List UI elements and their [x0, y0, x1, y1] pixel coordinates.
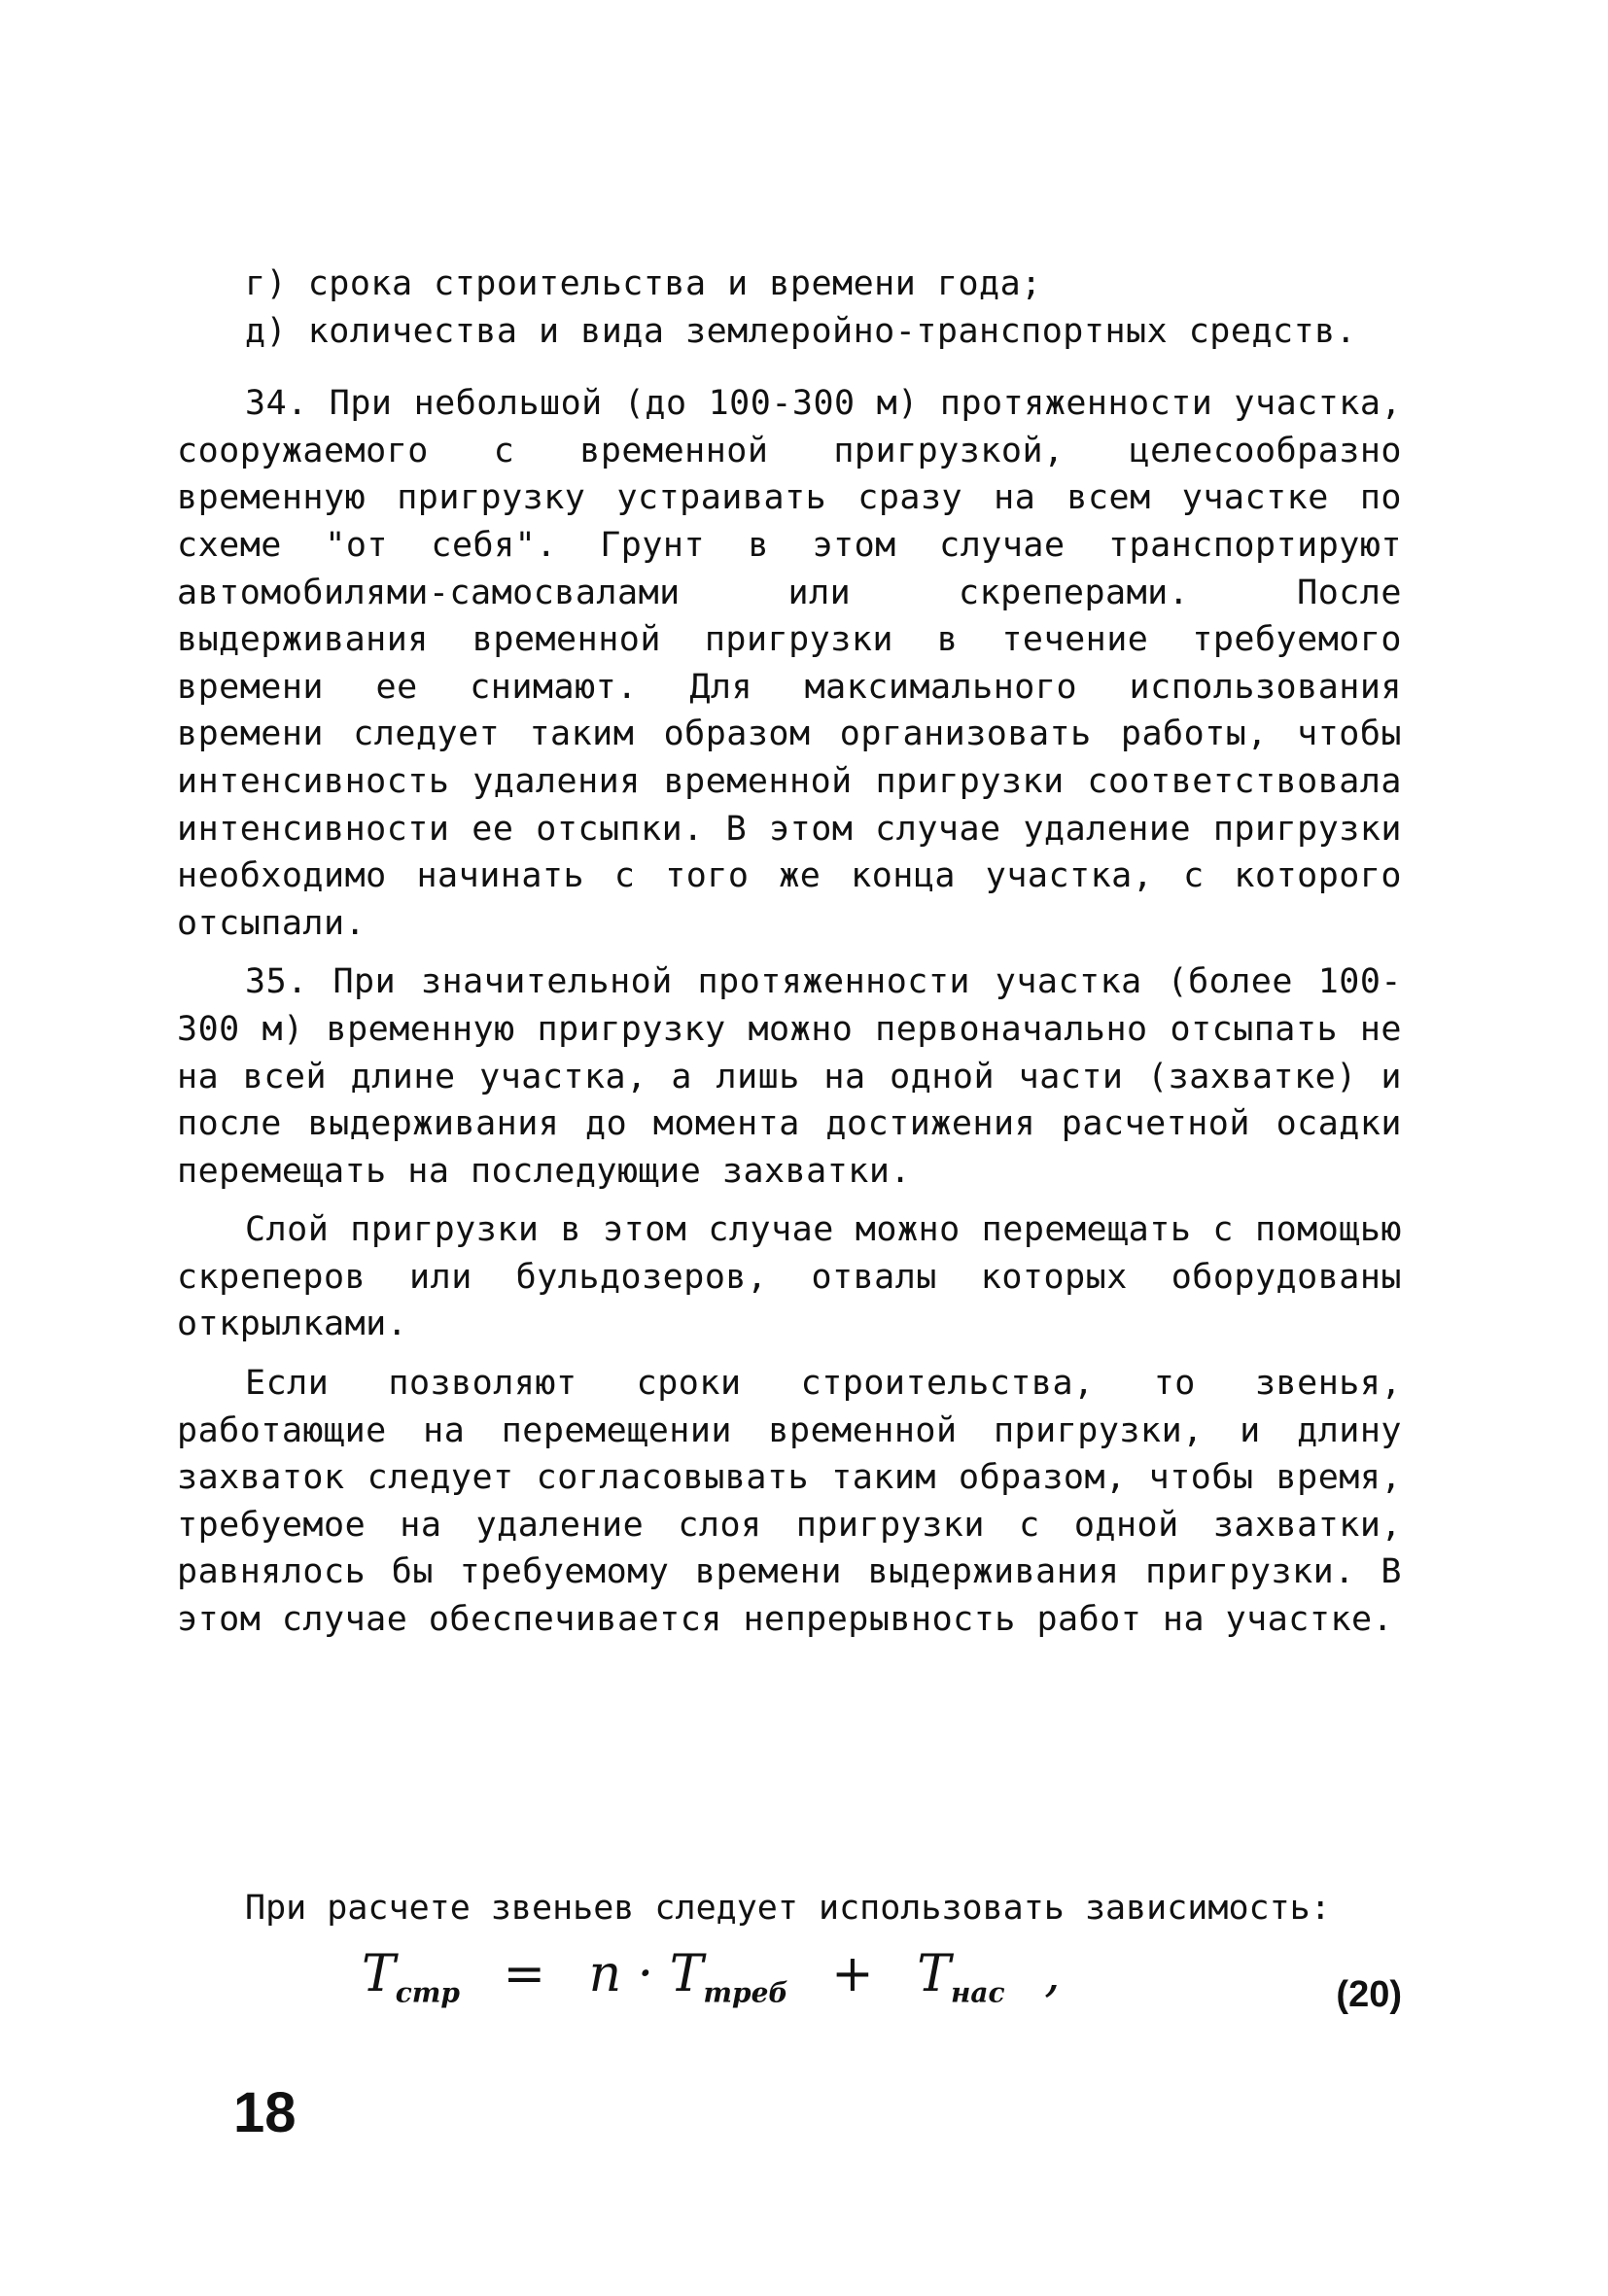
formula-comma: , [1044, 1945, 1061, 2003]
formula [362, 1945, 1061, 2008]
formula-row [177, 1881, 1402, 2015]
paragraph-scrapers: Слой пригрузки в этом случае можно перемещать с помощью скреперов или бульдозеров, отвалы которых оборудованы открылками. [177, 1210, 1402, 1344]
formula-t-treb: T [669, 1945, 704, 2003]
formula-sub-str: стр [395, 1976, 460, 2009]
body-text [177, 261, 1402, 1644]
page-number: 18 [233, 2081, 297, 2144]
formula-t-nas: T [917, 1945, 951, 2003]
list-item-g: г) срока строительства и времени года; [245, 264, 1042, 303]
formula-sub-treb: треб [703, 1976, 788, 2009]
paragraph-34: 34. При небольшой (до 100-300 м) протяженности участка, сооружаемого с временной пригрузкой, целесообразно временную пригрузку устраивать сразу на всем участке по схеме "от себя". Грунт в этом случае транспортируют автомобилями-самосвалами или скреперами. После выдерживания временной пригрузки в течение требуемого времени ее снимают. Для максимального использования времени следует таким образом организовать работы, чтобы интенсивность удаления временной пригрузки соответствовала интенсивности ее отсыпки. В этом случае удаление пригрузки необходимо начинать с того же конца участка, с которого отсыпали. [177, 384, 1402, 943]
formula-plus: + [831, 1945, 874, 2003]
formula-intro: При расчете звеньев следует использовать зависимость: [245, 1889, 1331, 1928]
formula-lead-text [177, 1885, 1402, 1931]
list-item-d: д) количества и вида землеройно-транспортных средств. [245, 311, 1357, 351]
paragraph-crews: Если позволяют сроки строительства, то звенья, работающие на перемещении временной пригрузки, и длину захваток следует согласовывать таким образом, чтобы время, требуемое на удаление слоя пригрузки с одной захватки, равнялось бы требуемому времени выдерживания пригрузки. В этом случае обеспечивается непрерывность работ на участке. [177, 1364, 1402, 1640]
paragraph-35: 35. При значительной протяженности участка (более 100-300 м) временную пригрузку можно первоначально отсыпать не на всей длине участка, а лишь на одной части (захватке) и после выдерживания до момента достижения расчетной осадки перемещать на последующие захватки. [177, 962, 1402, 1191]
formula-sub-nas: нас [950, 1976, 1005, 2009]
formula-n: n [588, 1945, 622, 2003]
formula-equals: = [503, 1945, 546, 2003]
formula-t-str: T [362, 1945, 396, 2003]
equation-number: (20) [1336, 1974, 1402, 2015]
formula-dot: · [637, 1945, 654, 2003]
